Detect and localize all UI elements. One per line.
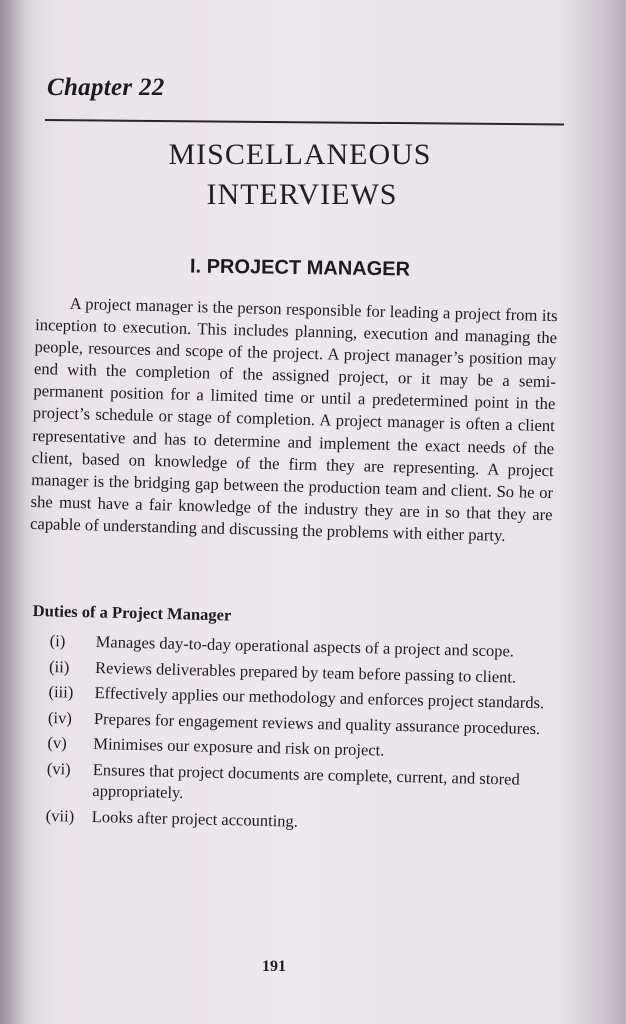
- page-gutter-shadow: [0, 0, 30, 1024]
- duty-number: (vi): [46, 758, 71, 779]
- duty-number: (ii): [48, 656, 70, 676]
- duty-text: Prepares for engagement reviews and quality assurance procedures.: [93, 708, 541, 738]
- duty-text: Minimises our exposure and risk on project.: [93, 734, 385, 760]
- duty-number: (i): [49, 630, 66, 651]
- duty-number: (iii): [48, 681, 74, 702]
- duty-text: Looks after project accounting.: [91, 806, 299, 831]
- chapter-title-line-2: INTERVIEWS: [206, 178, 398, 211]
- duty-number: (vii): [45, 805, 75, 826]
- duty-item: [46, 757, 547, 811]
- chapter-rule: [45, 119, 564, 126]
- section-heading: I. PROJECT MANAGER: [189, 255, 411, 281]
- page-number: 191: [262, 958, 286, 975]
- duty-text: Reviews deliverables prepared by team before passing to client.: [94, 657, 517, 687]
- duty-text: Manages day-to-day operational aspects of a project and scope.: [95, 632, 515, 661]
- duties-heading: Duties of a Project Manager: [32, 601, 232, 625]
- chapter-label: Chapter 22: [47, 74, 165, 101]
- body-paragraph: A project manager is the person responsible for leading a project from its inception to execution. This includes planning, execution and managing the people, resources and scope of the project. A project manager’s position may end with the completion of the assigned project, or it may be a semi-permanent position for a limited time or until a predetermined point in the project’s schedule or stage of completion. A project manager is often a client representative and has to determine and implement the exact needs of the client, based on knowledge of the firm they are representing. A project manager is the bridging gap between the production team and client. So he or she must have a fair knowledge of the industry they are in so that they are capable of understanding and discussing the problems with either party.: [29, 293, 558, 545]
- chapter-title-line-1: MISCELLANEOUS: [168, 138, 432, 171]
- duty-text: Effectively applies our methodology and enforces project standards.: [94, 683, 545, 713]
- duty-text: Ensures that project documents are complete, current, and stored appropriately.: [92, 759, 520, 803]
- duties-list: [45, 630, 549, 841]
- duty-number: (iv): [47, 707, 73, 728]
- duty-number: (v): [47, 732, 67, 753]
